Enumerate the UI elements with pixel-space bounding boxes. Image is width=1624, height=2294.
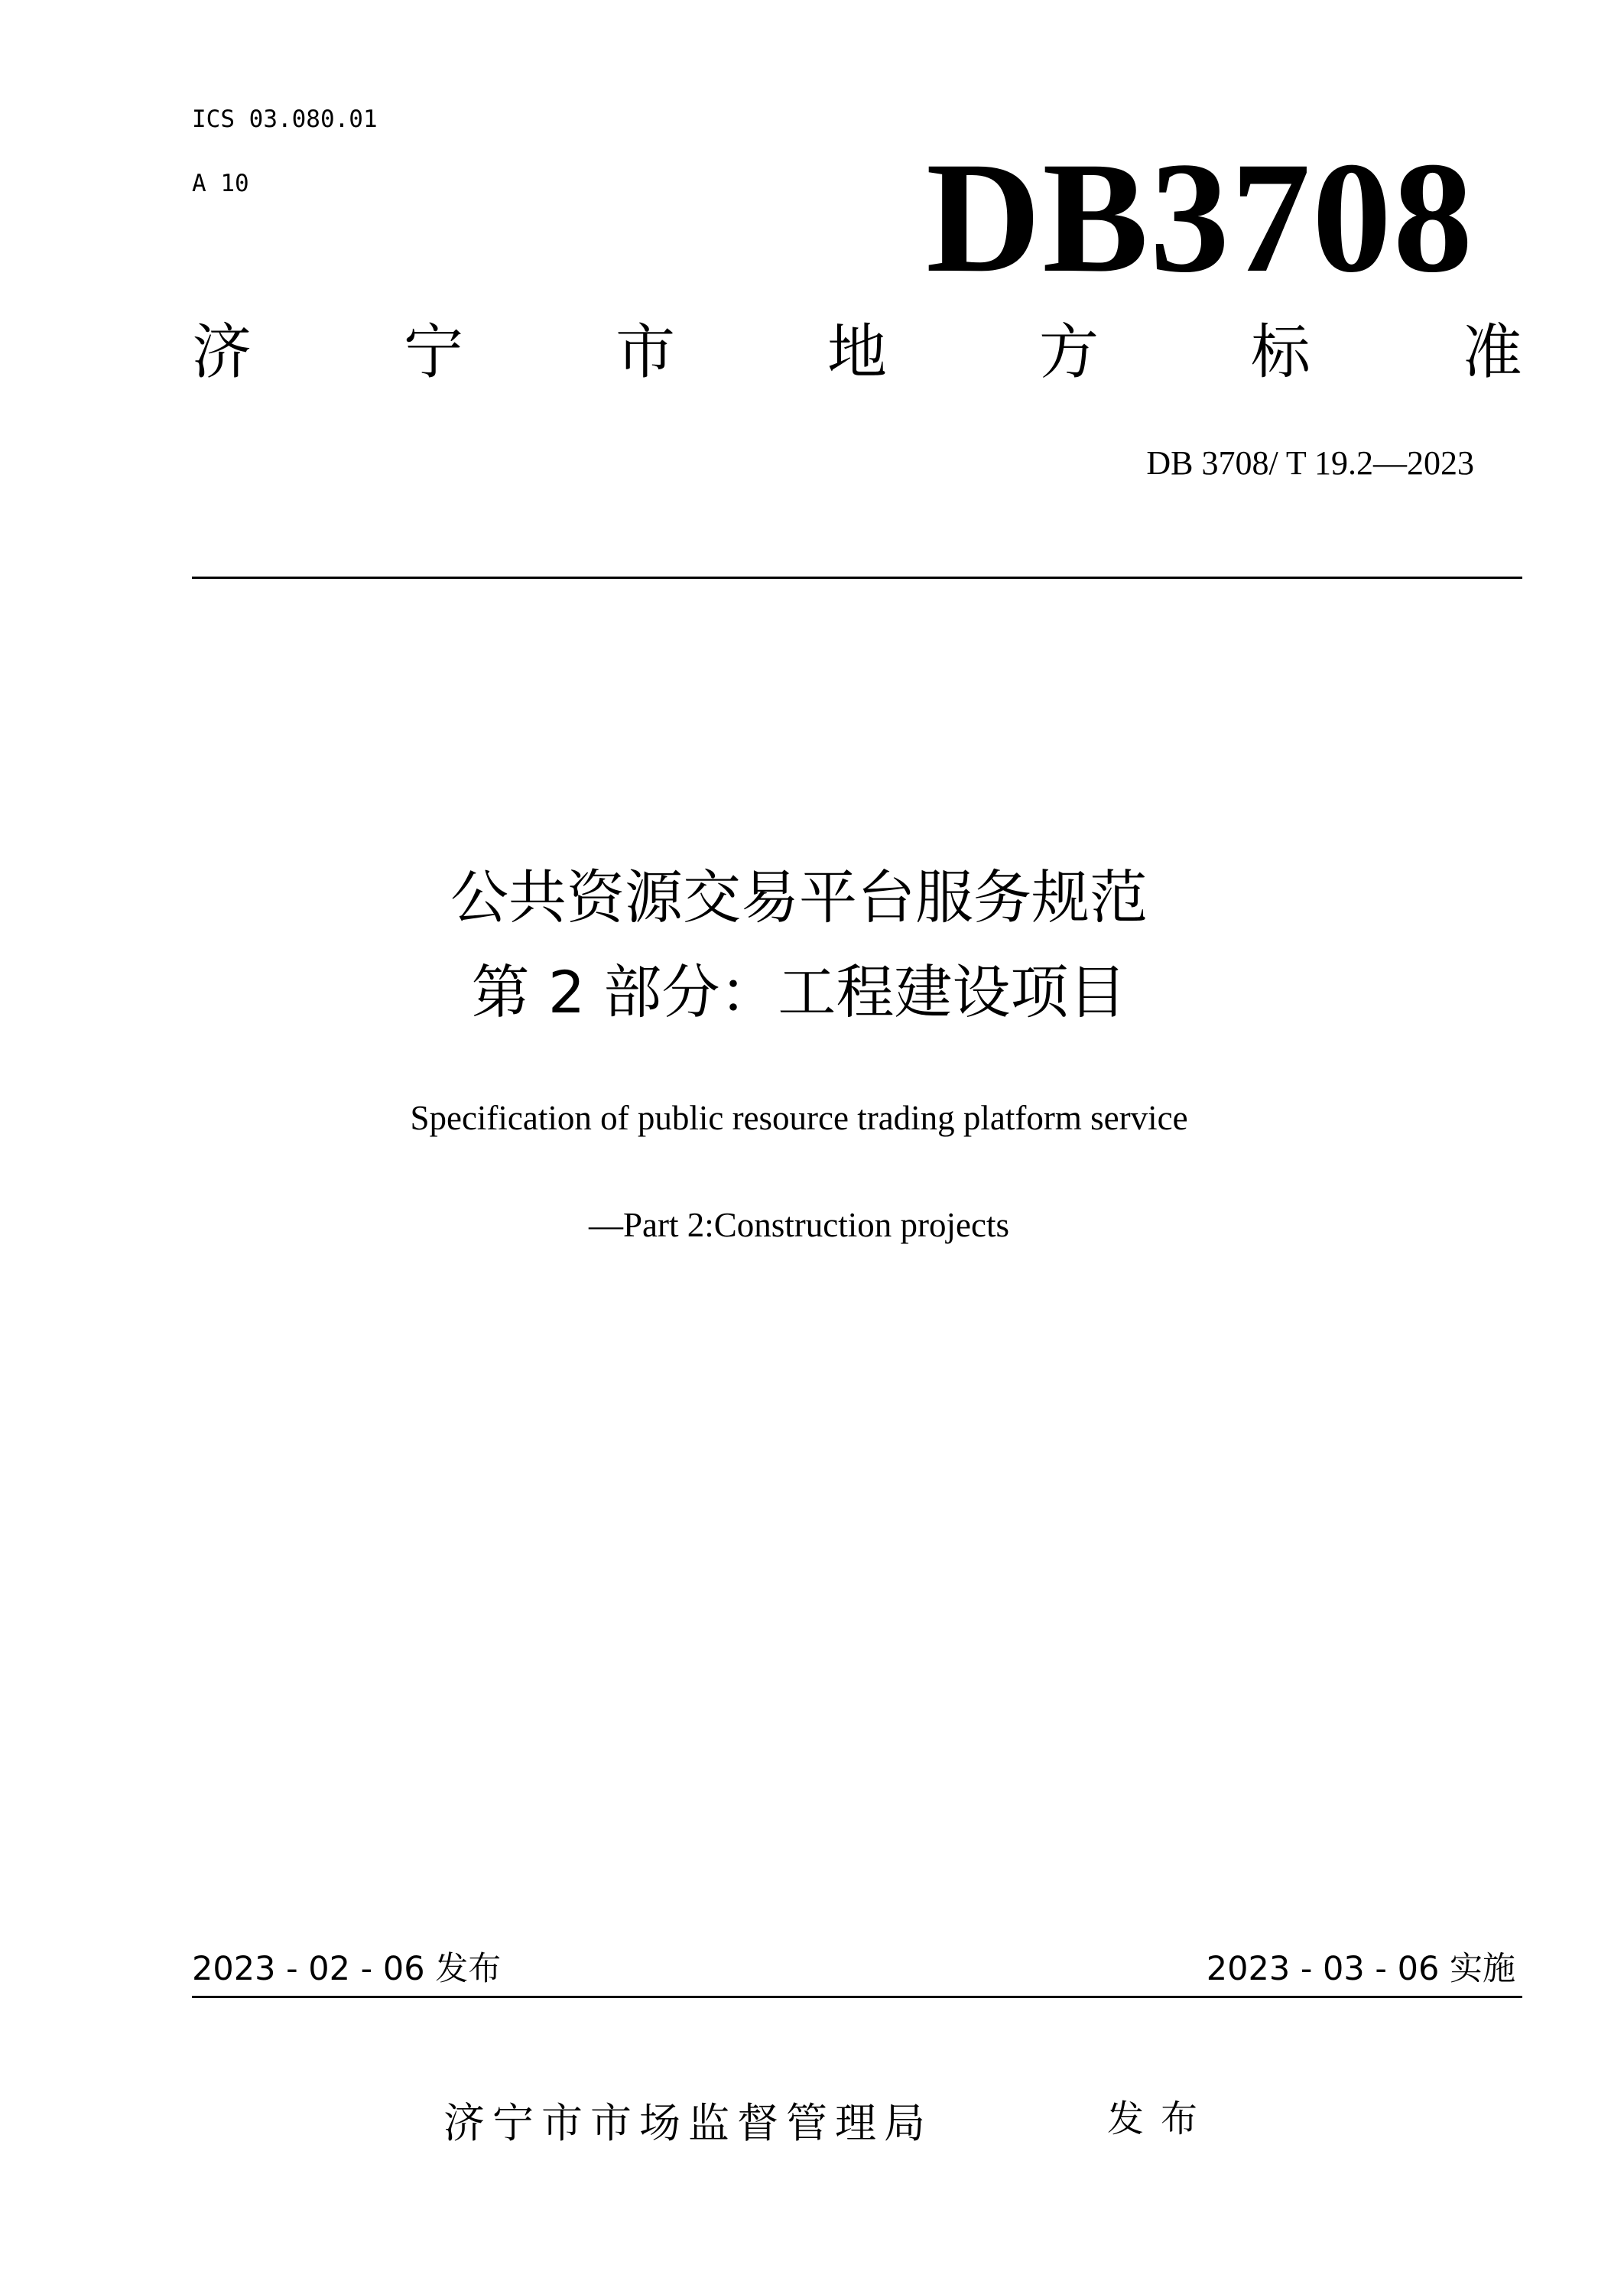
title-english-line-2: —Part 2:Construction projects bbox=[589, 1206, 1009, 1244]
standard-type-char: 地 bbox=[827, 318, 887, 387]
title-chinese-line-2: 第 2 部分：工程建设项目 bbox=[471, 958, 1127, 1026]
title-chinese-line-1: 公共资源交易平台服务规范 bbox=[450, 863, 1148, 931]
standard-type-char: 济 bbox=[192, 318, 252, 387]
standard-type-char: 准 bbox=[1462, 318, 1522, 387]
header-divider bbox=[192, 577, 1522, 579]
standard-type-char: 市 bbox=[615, 318, 675, 387]
footer-divider bbox=[192, 1996, 1522, 1998]
implementation-date: 2023 - 03 - 06 实施 bbox=[1206, 1950, 1515, 1988]
ics-code: ICS 03.080.01 bbox=[192, 106, 378, 133]
issuing-authority: 济宁市市场监督管理局 bbox=[443, 2099, 933, 2147]
ccs-code: A 10 bbox=[192, 170, 249, 197]
standard-type-char: 方 bbox=[1038, 318, 1099, 387]
standard-number: DB 3708/ T 19.2—2023 bbox=[1146, 444, 1474, 482]
standard-logo: DB3708 bbox=[926, 129, 1474, 305]
standard-type-heading bbox=[192, 318, 1522, 387]
standard-type-char: 标 bbox=[1250, 318, 1311, 387]
standard-type-char: 宁 bbox=[403, 318, 463, 387]
issuing-label: 发布 bbox=[1107, 2097, 1215, 2140]
issue-date: 2023 - 02 - 06 发布 bbox=[192, 1950, 502, 1988]
title-english-line-1: Specification of public resource trading platform service bbox=[410, 1099, 1188, 1137]
